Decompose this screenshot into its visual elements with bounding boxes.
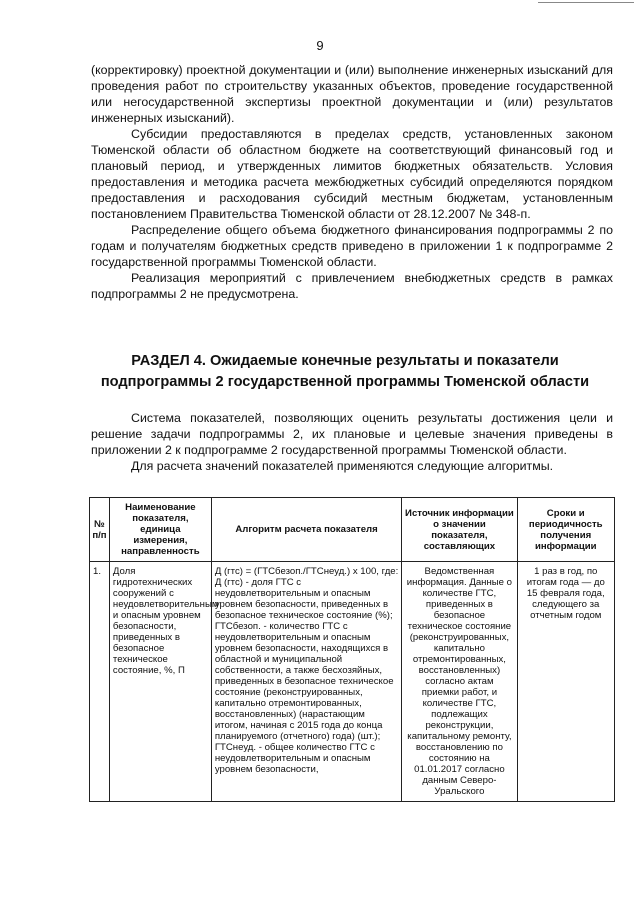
top-rule [538,2,634,3]
header-term: Сроки и периодичность получения информации [517,498,615,562]
section-heading [70,351,620,393]
header-algorithm: Алгоритм расчета показателя [211,498,402,562]
intro-text [91,62,613,302]
row-indicator-name: Доля гидротехнических сооружений с неудовлетворительным и опасным уровнем безопасности, приведенных в безопасное техническое состояние, %, П [109,562,211,802]
header-source: Источник информации о значении показателя, составляющих [402,498,517,562]
paragraph-algorithms: Для расчета значений показателей применяются следующие алгоритмы. [131,459,554,473]
header-number: № п/п [90,498,110,562]
row-number: 1. [90,562,110,802]
algorithm-def-total: ГТСнеуд. - общее количество ГТС с неудовлетворительным и опасным уровнем безопасности, [214,742,375,775]
row-source: Ведомственная информация. Данные о количестве ГТС, приведенных в безопасное техническое состояние (реконструированных, капитально отремонтированных, восстановленных) согласно актам приемки работ, и количестве ГТС, подлежащих реконструкции, капитальному ремонту, восстановлению по состоянию на 01.01.2017 согласно данным Северо-Уральского [402,562,517,802]
paragraph-distribution: Распределение общего объема бюджетного финансирования подпрограммы 2 по годам и получателям бюджетных средств приведено в приложении 1 к подпрограмме 2 государственной программы Тюменской области. [91,223,613,269]
section-heading-line2: подпрограммы 2 государственной программы Тюменской области [100,374,590,390]
table-header-row [90,498,615,562]
algorithm-def-share: Д (гтс) - доля ГТС с неудовлетворительным и опасным уровнем безопасности, приведенных в безопасное техническое состояние (%); [214,577,393,621]
algorithm-def-safe: ГТСбезоп. - количество ГТС с неудовлетворительным и опасным уровнем безопасности, находящихся в областной и муниципальной собственности, а также бесхозяйных, приведенных в безопасное техническое состояние (реконструированных, капитально отремонтированных, восстановленных) (нарастающим итогом, начиная с 2015 года до конца планируемого (отчетного) года) (шт.); [214,621,394,742]
paragraph-extrabudget: Реализация мероприятий с привлечением внебюджетных средств в рамках подпрограммы 2 не предусмотрена. [91,271,613,301]
row-algorithm [211,562,402,802]
page-number: 9 [316,38,324,53]
paragraph-indicators: Система показателей, позволяющих оценить результаты достижения цели и решение задачи подпрограммы 2, их плановые и целевые значения приведены в приложении 2 к подпрограмме 2 государственной программы Тюменской области. [91,411,613,457]
algorithm-formula: Д (гтс) = (ГТСбезоп./ГТСнеуд.) х 100, где: [214,566,399,577]
paragraph-continued: (корректировку) проектной документации и (или) выполнение инженерных изысканий для проведения работ по строительству указанных объектов, проведение государственной или негосударственной экспертизы проектной документации и (или) результатов инженерных изысканий). [91,63,613,125]
row-term: 1 раз в год, по итогам года — до 15 февраля года, следующего за отчетным годом [517,562,615,802]
section-heading-line1: РАЗДЕЛ 4. Ожидаемые конечные результаты и показатели [131,353,559,369]
indicators-table [89,497,615,802]
paragraph-subsidies: Субсидии предоставляются в пределах средств, установленных законом Тюменской области об областном бюджете на соответствующий финансовый год и плановый период, и утвержденных лимитов бюджетных обязательств. Условия предоставления и методика расчета межбюджетных субсидий определяются порядком предоставления и расходования субсидий местным бюджетам, установленным постановлением Правительства Тюменской области от 28.12.2007 № 348-п. [91,127,613,221]
table-row [90,562,615,802]
indicators-text [91,410,613,474]
header-indicator-name: Наименование показателя, единица измерения, направленность [109,498,211,562]
